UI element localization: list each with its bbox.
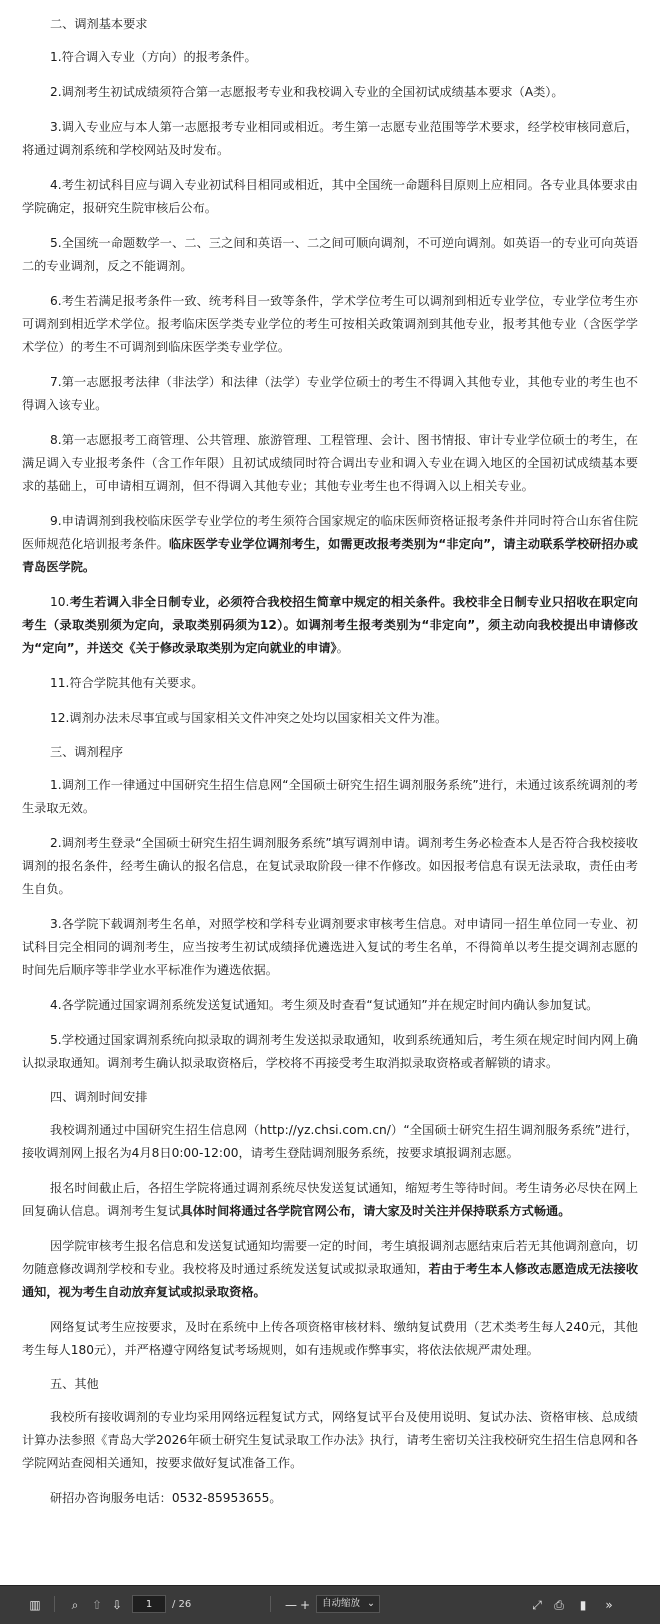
paragraph-text: 报名时间截止后，各招生学院将通过调剂系统尽快发送复试通知，缩短考生等待时间。考生请务必尽快在网上回复确认信息。调剂考生复试 [22,1181,638,1218]
previous-page-icon[interactable]: ⇧ [91,1598,103,1612]
paragraph: 网络复试考生应按要求，及时在系统中上传各项资格审核材料、缴纳复试费用（艺术类考生每人240元，其他考生每人180元），并严格遵守网络复试考场规则，如有违规或作弊事实，将依法依规严肃处理。 [22,1320,638,1357]
zoom-in-button[interactable]: + [299,1598,311,1612]
paragraph-text: 9.申请调剂到我校临床医学专业学位的考生须符合国家规定的临床医师资格证报考条件并同时符合山东省住院医师规范化培训报考条件。 [22,514,638,551]
print-icon[interactable]: ⎙ [554,1598,564,1612]
paragraph: 2.调剂考生初试成绩须符合第一志愿报考专业和我校调入专业的全国初试成绩基本要求（A类）。 [50,85,564,99]
sidebar-toggle-icon[interactable]: ▥ [29,1598,41,1612]
paragraph [22,1177,638,1223]
paragraph: 12.调剂办法未尽事宜或与国家相关文件冲突之处均以国家相关文件为准。 [50,711,448,725]
zoom-select[interactable] [316,1595,380,1613]
toolbar-divider [270,1596,271,1612]
section-heading-5: 五、其他 [50,1377,99,1391]
chevron-down-icon: ⌄ [367,1598,375,1609]
paragraph: 8.第一志愿报考工商管理、公共管理、旅游管理、工程管理、会计、图书情报、审计专业学位硕士的考生，在满足调入专业报考条件（含工作年限）且初试成绩同时符合调出专业和调入专业在调入地区的全国初试成绩基本要求的基础上，可申请相互调剂，但不得调入其他专业；其他专业考生也不得调入以上相关专业。 [22,433,638,493]
paragraph: 7.第一志愿报考法律（非法学）和法律（法学）专业学位硕士的考生不得调入其他专业，其他专业的考生也不得调入该专业。 [22,375,638,412]
paragraph: 我校所有接收调剂的专业均采用网络远程复试方式，网络复试平台及使用说明、复试办法、资格审核、总成绩计算办法参照《青岛大学2026年硕士研究生复试录取工作办法》执行，请考生密切关注我校研究生招生信息网和各学院网站查阅相关通知，按要求做好复试准备工作。 [22,1410,639,1470]
zoom-value: 自动缩放 [322,1598,361,1609]
paragraph: 我校调剂通过中国研究生招生信息网（http://yz.chsi.com.cn/）“全国硕士研究生招生调剂服务系统”进行，接收调剂网上报名为4月8日0:00-12:00，请考生登陆调剂服务系统，按要求填报调剂志愿。 [22,1123,638,1160]
section-heading-4: 四、调剂时间安排 [50,1090,148,1104]
paragraph: 1.符合调入专业（方向）的报考条件。 [50,50,257,64]
paragraph: 4.各学院通过国家调剂系统发送复试通知。考生须及时查看“复试通知”并在规定时间内确认参加复试。 [50,998,599,1012]
search-icon[interactable]: ⌕ [71,1598,79,1612]
paragraph-text: 。 [336,641,349,655]
paragraph: 3.调入专业应与本人第一志愿报考专业相同或相近。考生第一志愿专业范围等学术要求，经学校审核同意后，将通过调剂系统和学校网站及时发布。 [22,120,638,157]
paragraph [22,1235,638,1304]
paragraph: 11.符合学院其他有关要求。 [50,676,204,690]
toolbar-divider [54,1596,55,1612]
paragraph-text: 因学院审核考生报名信息和发送复试通知均需要一定的时间，考生填报调剂志愿结束后若无其他调剂意向，切勿随意修改调剂学校和专业。我校将及时通过系统发送复试或拟录取通知， [22,1239,638,1276]
paragraph-bold-text: 具体时间将通过各学院官网公布，请大家及时关注并保持联系方式畅通。 [180,1204,571,1218]
paragraph-bold-text: 考生若调入非全日制专业，必须符合我校招生简章中规定的相关条件。我校非全日制专业只招收在职定向考生（录取类别须为定向，录取类别码须为12）。如调剂考生报考类别为“非定向”，须主动向我校提出申请修改为“定向”，并送交《关于修改录取类别为定向就业的申请》 [22,595,638,655]
more-tools-icon[interactable]: » [605,1598,613,1612]
paragraph: 4.考生初试科目应与调入专业初试科目相同或相近，其中全国统一命题科目原则上应相同。各专业具体要求由学院确定，报研究生院审核后公布。 [22,178,638,215]
paragraph: 3.各学院下载调剂考生名单，对照学校和学科专业调剂要求审核考生信息。对申请同一招生单位同一专业、初试科目完全相同的调剂考生，应当按考生初试成绩择优遴选进入复试的考生名单，不得简单以考生提交调剂志愿的时间先后顺序等非学业水平标准作为遴选依据。 [22,917,638,977]
pdf-viewer-toolbar [0,1585,660,1624]
paragraph [22,510,638,579]
paragraph: 1.调剂工作一律通过中国研究生招生信息网“全国硕士研究生招生调剂服务系统”进行，未通过该系统调剂的考生录取无效。 [22,778,638,815]
zoom-out-button[interactable]: — [285,1598,297,1612]
paragraph [22,591,638,660]
page-number-input[interactable]: 1 [132,1595,166,1613]
paragraph: 5.全国统一命题数学一、二、三之间和英语一、二之间可顺向调剂，不可逆向调剂。如英语一的专业可向英语二的专业调剂，反之不能调剂。 [22,236,638,273]
section-heading-3: 三、调剂程序 [50,745,124,759]
paragraph-bold-text: 临床医学专业学位调剂考生，如需更改报考类别为“非定向”，请主动联系学校研招办或青岛医学院。 [22,537,638,574]
bookmark-icon[interactable]: ▮ [579,1598,587,1612]
paragraph: 研招办咨询服务电话：0532-85953655。 [50,1491,282,1505]
paragraph: 6.考生若满足报考条件一致、统考科目一致等条件，学术学位考生可以调剂到相近专业学位，专业学位考生亦可调剂到相近学术学位。报考临床医学类专业学位的考生可按相关政策调剂到其他专业，报考其他专业（含医学学术学位）的考生不可调剂到临床医学类专业学位。 [22,294,638,354]
page-count: / 26 [172,1599,192,1610]
paragraph: 2.调剂考生登录“全国硕士研究生招生调剂服务系统”填写调剂申请。调剂考生务必检查本人是否符合我校接收调剂的报名条件，经考生确认的报名信息，在复试录取阶段一律不作修改。如因报考信息有误无法录取，责任由考生自负。 [22,836,638,896]
paragraph-bold-text: 若由于考生本人修改志愿造成无法接收通知，视为考生自动放弃复试或拟录取资格。 [22,1262,639,1299]
section-heading-2: 二、调剂基本要求 [50,17,148,31]
paragraph: 5.学校通过国家调剂系统向拟录取的调剂考生发送拟录取通知，收到系统通知后，考生须在规定时间内网上确认拟录取通知。调剂考生确认拟录取资格后，学校将不再接受考生取消拟录取资格或者解锁的请求。 [22,1033,638,1070]
next-page-icon[interactable]: ⇩ [111,1598,123,1612]
paragraph-text: 10. [50,595,70,609]
presentation-mode-icon[interactable]: ⤢ [532,1598,542,1612]
